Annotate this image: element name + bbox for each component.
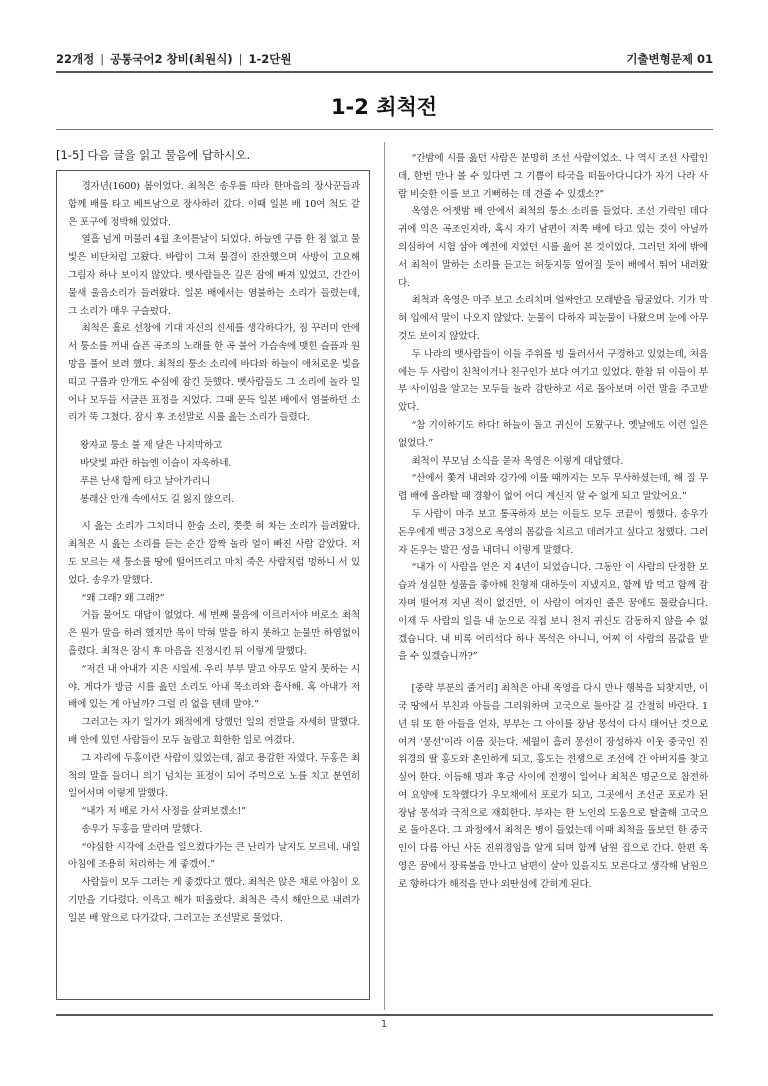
footer-rule (56, 1014, 713, 1016)
header-separator: | (238, 52, 243, 66)
poem-line: 왕자교 퉁소 불 제 달은 나지막하고 (80, 440, 223, 452)
paragraph: 그 자리에 두홍이란 사람이 있었는데, 젊고 용감한 자였다. 두홍은 최척의 말을 들더니 의기 넘치는 표정이 되어 주먹으로 노를 치고 분연히 일어서며 이렇게 말했다. (68, 752, 360, 800)
passage-left-column (68, 178, 360, 928)
dialogue: “산에서 쫓겨 내려와 강가에 이를 때까지는 모두 무사하셨는데, 해 질 무렵 배에 올라탈 때 경황이 없어 어디 계신지 알 수 없게 되고 말았어요.” (398, 473, 708, 503)
header-unit: 1-2단원 (248, 52, 292, 66)
question-prompt: [1-5] 다음 글을 읽고 물음에 답하시오. (56, 148, 251, 162)
paragraph: 경자년(1600) 봄이었다. 최척은 송우를 따라 한마을의 장사꾼들과 함께 배를 타고 베트남으로 장사하러 갔다. 이때 일본 배 10여 척도 같은 포구에 정박해 있었다. (68, 181, 360, 228)
header-subject: 공통국어2 창비(최원식) (110, 52, 233, 66)
paragraph: 사람들이 모두 그러는 게 좋겠다고 했다. 최척은 앉은 채로 아침이 오기만을 기다렸다. 이윽고 해가 떠올랐다. 최척은 즉시 해안으로 내려가 일본 배 앞으로 다가갔다. 그러고는 조선말로 물었다. (68, 877, 360, 924)
page-header (56, 51, 713, 69)
column-divider (384, 142, 385, 1010)
title-rule (56, 129, 713, 130)
header-right: 기출변형문제 01 (626, 52, 713, 66)
paragraph: 두 나라의 뱃사람들이 이들 주위를 빙 둘러서서 구경하고 있었는데, 처음에는 두 사람이 친척이거나 친구인가 보다 여기고 있었다. 한참 뒤 이들이 부부 사이임을 알고는 모두들 놀라 감탄하고 서로 돌아보며 이런 말을 주고받았다. (398, 348, 708, 414)
dialogue: “간밤에 시를 읊던 사람은 분명히 조선 사람이었소. 나 역시 조선 사람인데, 한번 만나 볼 수 있다면 그 기쁨이 타국을 떠돌아다니다가 자기 나라 사람 비슷한 이를 보고 기뻐하는 데 견줄 수 있겠소?” (398, 153, 708, 200)
header-course: 22개정 (56, 52, 95, 66)
dialogue: “야심한 시각에 소란을 일으켰다가는 큰 난리가 날지도 모르네. 내일 아침에 조용히 처리하는 게 좋겠어.” (68, 841, 360, 871)
paragraph: 최척은 홀로 선창에 기대 자신의 신세를 생각하다가, 짐 꾸러미 안에서 퉁소를 꺼내 슬픈 곡조의 노래를 한 곡 불어 가슴속에 맺힌 슬픔과 원망을 풀어 보려 했다. 최척의 퉁소 소리에 바다와 하늘이 애처로운 빛을 띠고 구름과 안개도 수심에 잠긴 듯했다. 뱃사람들도 그 소리에 놀라 일어나 모두들 서글픈 표정을 지었다. 그때 문득 일본 배에서 염불하던 소리가 뚝 그쳤다. 잠시 후 조선말로 시를 읊는 소리가 들렸다. (68, 323, 360, 424)
paragraph: 거듭 물어도 대답이 없었다. 세 번째 물음에 이르러서야 비로소 최척은 뭔가 말을 하려 했지만 목이 막혀 말을 하지 못하고 눈물만 하염없이 흘렸다. 최척은 잠시 후 마음을 진정시킨 뒤 이렇게 말했다. (68, 610, 360, 657)
paragraph: 그러고는 자기 일가가 왜적에게 당했던 일의 전말을 자세히 말했다. 배 안에 있던 사람들이 모두 놀랍고 희한한 일로 여겼다. (68, 717, 360, 746)
passage-right-column (398, 150, 708, 894)
paragraph: 시 읊는 소리가 그치더니 한숨 소리, 쯧쯧 혀 차는 소리가 들려왔다. 최척은 시 읊는 소리를 듣는 순간 깜짝 놀라 얼이 빠진 사람 같았다. 저도 모르는 새 퉁소를 땅에 떨어뜨리고 마치 죽은 사람처럼 멍하니 서 있었다. 송우가 말했다. (68, 521, 360, 586)
paragraph: 송우가 두홍을 말리며 말했다. (81, 823, 203, 835)
paragraph: 열흘 넘게 머물러 4월 초이튿날이 되었다. 하늘엔 구름 한 점 없고 물빛은 비단처럼 고왔다. 바람이 그쳐 물결이 잔잔했으며 사방이 고요해 그림자 하나 보이지 않았다. 뱃사람들은 깊은 잠에 빠져 있었고, 간간이 물새 울음소리가 들려왔다. 일본 배에서는 염불하는 소리가 들렸는데, 그 소리가 매우 구슬펐다. (68, 234, 360, 317)
poem-line: 푸른 난새 함께 타고 날아가리니 (80, 475, 211, 487)
page-number: 1 (380, 1019, 388, 1030)
dialogue: “저건 내 아내가 지은 시일세. 우리 부부 말고 아무도 알지 못하는 시야. 게다가 방금 시를 읊던 소리도 아내 목소리와 흡사해. 혹 아내가 저 배에 있는 게 아닐까? 그럴 리 없을 텐데 말야.” (68, 663, 360, 711)
dialogue: “왜 그래? 왜 그래?” (81, 592, 165, 604)
header-separator: | (100, 52, 105, 66)
poem (68, 437, 360, 508)
paragraph: 옥영은 어젯밤 배 안에서 최척의 퉁소 소리를 들었다. 조선 가락인 데다 귀에 익은 곡조인지라, 혹시 자기 남편이 저쪽 배에 타고 있는 것이 아닐까 의심하여 시험 삼아 예전에 지었던 시를 읊어 본 것이었다. 그러던 차에 밖에서 최척이 말하는 소리를 듣고는 허둥지둥 엎어질 듯이 배에서 뛰어 내려왔다. (398, 206, 708, 289)
dialogue: “참 기이하기도 하다! 하늘이 돕고 귀신이 도왔구나. 옛날에도 이런 일은 없었다.” (398, 419, 708, 449)
paragraph: 최척과 옥영은 마주 보고 소리치며 얼싸안고 모래밭을 뒹굴었다. 기가 막혀 입에서 말이 나오지 않았다. 눈물이 다하자 피눈물이 나왔으며 눈에 아무것도 보이지 않았다. (398, 295, 708, 342)
paragraph: 최척이 부모님 소식을 묻자 옥영은 이렇게 대답했다. (411, 455, 624, 467)
dialogue: “내가 이 사람을 얻은 지 4년이 되었습니다. 그동안 이 사람의 단정한 모습과 성실한 성품을 좋아해 친형제 대하듯이 지냈지요. 함께 밥 먹고 함께 잠자며 떨어져 지낸 적이 없건만, 이 사람이 여자인 줄은 꿈에도 몰랐습니다. 이제 두 사람의 일을 내 눈으로 직접 보니 천지 귀신도 감동하지 않을 수 없겠습니다. 내 비록 어리석다 하나 목석은 아니니, 어찌 이 사람의 몸값을 받을 수 있겠습니까?” (398, 562, 708, 663)
dialogue: “내가 저 배로 가서 사정을 살펴보겠소!” (81, 806, 246, 818)
header-left (56, 51, 291, 67)
poem-line: 봉래산 안개 속에서도 길 잃지 않으리. (80, 493, 235, 505)
spacer (398, 666, 708, 680)
poem-line: 바닷빛 파란 하늘엔 이슬이 자욱하네. (80, 457, 232, 469)
plot-summary: [중략 부분의 줄거리] 최척은 아내 옥영을 다시 만나 행복을 되찾지만, 이국 땅에서 부친과 아들을 그리워하며 고국으로 돌아갈 길 간절히 바란다. 1년 뒤 또 한 아들을 얻자, 부부는 그 아이를 장남 몽석이 다시 태어난 것으로 여겨 ‘몽선’이라 이름 짓는다. 세월이 흘러 몽선이 장성하자 이웃 중국인 진위경의 딸 홍도와 혼인하게 되고, 홍도는 전쟁으로 조선에 간 아버지를 찾고 싶어 한다. 이듬해 명과 후금 사이에 전쟁이 일어나 최척은 명군으로 참전하여 요양에 도착했다가 우모채에서 포로가 되고, 그곳에서 조선군 포로가 된 장남 몽석과 극적으로 재회한다. 부자는 한 노인의 도움으로 탈출해 고국으로 돌아온다. 그 과정에서 최척은 병이 들었는데 이때 최척을 돌보던 한 중국인이 다름 아닌 사돈 진위경임을 알게 되며 함께 남원 집으로 간다. 한편 옥영은 꿈에서 장륙불을 만나고 남편이 살아 있을지도 모른다고 생각해 남원으로 향하다가 해적을 만나 외딴섬에 갇히게 된다. (398, 683, 708, 890)
header-rule (56, 71, 713, 73)
page-title: 1-2 최척전 (330, 95, 438, 119)
paragraph: 두 사람이 마주 보고 통곡하자 보는 이들도 모두 코끝이 찡했다. 송우가 돈우에게 백금 3정으로 옥영의 몸값을 치르고 데려가고 싶다고 청했다. 그러자 돈우는 발끈 성을 내더니 이렇게 말했다. (398, 508, 708, 556)
